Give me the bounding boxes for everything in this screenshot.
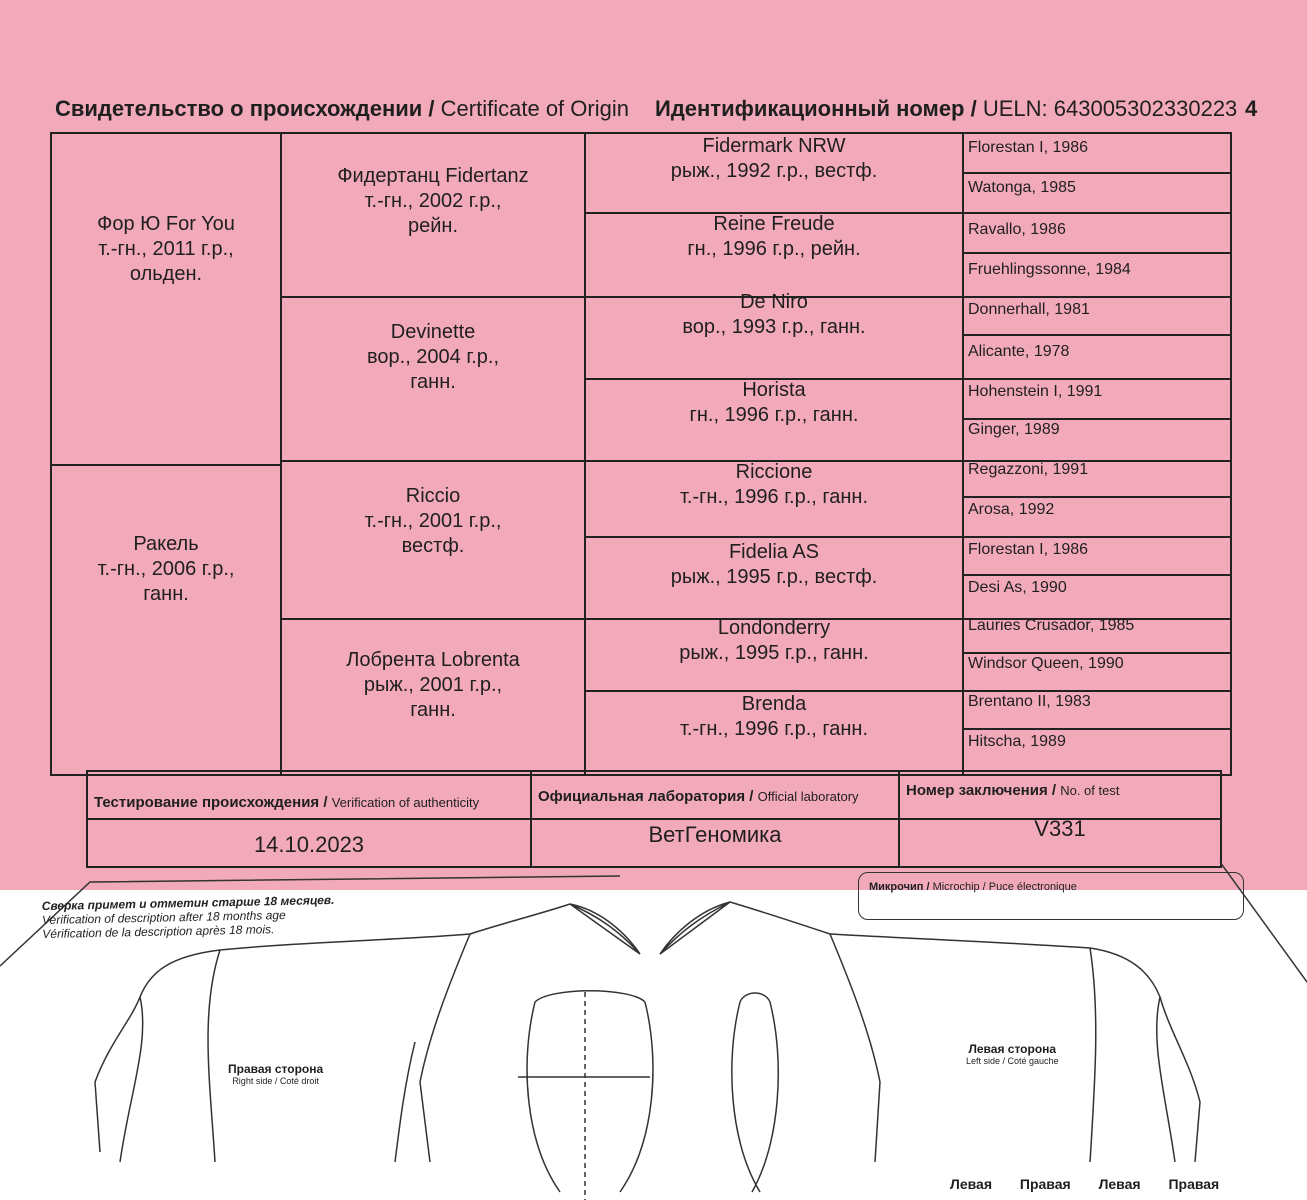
microchip-label-en: Microchip / Puce électronique (932, 881, 1077, 893)
certificate-header (55, 96, 1265, 126)
microchip-box (858, 872, 1244, 920)
horse-name: Brenda (741, 693, 807, 715)
horse-name: Reine Freude (713, 213, 835, 235)
pedigree-gen4-item: Regazzoni, 1991 (968, 461, 1089, 478)
notes-ru: Сверка примет и отметин старше 18 месяцев. (41, 892, 335, 914)
horse-breed: ганн. (143, 583, 189, 605)
test-number-header-en: No. of test (1060, 783, 1120, 798)
verification-header-ru: Тестирование происхождения / (94, 794, 328, 811)
horse-details: рыж., 2001 г.р., (363, 674, 503, 696)
left-side-label (966, 1042, 1059, 1066)
horse-breed: рейн. (407, 215, 459, 237)
horse-left-side (660, 902, 1200, 1162)
horse-details: т.-гн., 2002 г.р., (364, 190, 502, 212)
microchip-label-ru: Микрочип / (869, 881, 930, 893)
pedigree-gen2-item (282, 484, 584, 559)
pedigree-gen3-item (586, 134, 962, 184)
pedigree-gen4-item: Windsor Queen, 1990 (968, 655, 1124, 672)
horse-details: вор., 2004 г.р., (366, 346, 499, 368)
horse-name: Riccio (405, 485, 461, 507)
horse-name: Ракель (133, 533, 199, 555)
horse-name: Londonderry (717, 617, 831, 639)
ueln-en: UELN: 643005302330223 (982, 96, 1238, 121)
pedigree-gen4-item: Donnerhall, 1981 (968, 301, 1090, 318)
certificate-title (55, 96, 629, 122)
horse-name: Horista (742, 379, 806, 401)
pedigree-gen4-item: Florestan I, 1986 (968, 139, 1089, 156)
laboratory-name: ВетГеномика (648, 822, 782, 847)
horse-details: т.-гн., 1996 г.р., ганн. (679, 486, 869, 508)
pedigree-gen2-item (282, 648, 584, 723)
test-number-header-ru: Номер заключения / (906, 782, 1057, 799)
verification-header-en: Verification of authenticity (331, 795, 480, 810)
pedigree-sire (52, 212, 280, 287)
page-number: 4 (1245, 96, 1258, 121)
pedigree-gen3-item (586, 540, 962, 590)
verification-table (86, 770, 1222, 868)
horse-breed: вестф. (401, 535, 465, 557)
verification-date: 14.10.2023 (253, 832, 365, 857)
laboratory-header-ru: Официальная лаборатория / (538, 788, 754, 805)
leg-label: Правая (1019, 1176, 1071, 1192)
horse-details: гн., 1996 г.р., рейн. (687, 238, 861, 260)
pedigree-gen4-item: Desi As, 1990 (968, 579, 1067, 596)
description-verification-notes (42, 893, 336, 941)
horse-name: Devinette (390, 321, 476, 343)
horse-name: Fidermark NRW (702, 135, 846, 157)
title-en: Certificate of Origin (440, 96, 629, 121)
ueln-label (655, 96, 1237, 122)
pedigree-gen3-item (586, 692, 962, 742)
pedigree-gen4-item: Alicante, 1978 (968, 343, 1070, 360)
horse-name: De Niro (740, 291, 808, 313)
pedigree-gen4-item: Arosa, 1992 (968, 501, 1055, 518)
pedigree-gen3-item (586, 460, 962, 510)
pedigree-table (50, 132, 1232, 776)
pedigree-gen4-item: Lauries Crusador, 1985 (968, 617, 1135, 634)
horse-name: Riccione (735, 461, 813, 483)
pedigree-dam (52, 532, 280, 607)
horse-details: рыж., 1995 г.р., ганн. (679, 642, 869, 664)
horse-details: т.-гн., 2006 г.р., (97, 558, 235, 580)
pedigree-gen3-item (586, 378, 962, 428)
horse-right-side (95, 904, 640, 1162)
horse-details: т.-гн., 2011 г.р., (98, 238, 234, 260)
pedigree-gen4-item: Ginger, 1989 (968, 421, 1060, 438)
notes-en: Verification of description after 18 months age (41, 907, 286, 928)
ueln-ru: Идентификационный номер / (655, 96, 977, 121)
horse-breed: ольден. (129, 263, 203, 285)
leg-label: Правая (1168, 1176, 1220, 1192)
horse-name: Лобрента Lobrenta (346, 649, 520, 671)
horse-details: гн., 1996 г.р., ганн. (689, 404, 859, 426)
horse-name: Фидертанц Fidertanz (337, 165, 529, 187)
right-side-label-en: Right side / Coté droit (232, 1076, 319, 1086)
horse-name: Фор Ю For You (97, 213, 235, 235)
pedigree-gen3-item (586, 616, 962, 666)
leg-label: Левая (1098, 1176, 1141, 1192)
laboratory-header-en: Official laboratory (757, 789, 859, 804)
horse-details: вор., 1993 г.р., ганн. (682, 316, 866, 338)
right-side-label-ru: Правая сторона (228, 1062, 324, 1076)
horse-breed: ганн. (410, 371, 456, 393)
notes-fr: Vérification de la description après 18 mois. (42, 922, 275, 942)
pedigree-gen3-item (586, 290, 962, 340)
pedigree-gen4-item: Hitscha, 1989 (968, 733, 1066, 750)
left-side-label-en: Left side / Coté gauche (966, 1056, 1059, 1066)
pedigree-gen2-item (282, 164, 584, 239)
horse-details: рыж., 1992 г.р., вестф. (670, 160, 878, 182)
title-ru: Свидетельство о происхождении / (55, 96, 435, 121)
pedigree-gen4-item: Watonga, 1985 (968, 179, 1076, 196)
pedigree-gen4-item: Fruehlingssonne, 1984 (968, 261, 1131, 278)
verification-header (88, 772, 530, 818)
left-side-label-ru: Левая сторона (968, 1042, 1057, 1056)
horse-details: рыж., 1995 г.р., вестф. (670, 566, 878, 588)
pedigree-gen4-item: Hohenstein I, 1991 (968, 383, 1103, 400)
horse-details: т.-гн., 2001 г.р., (364, 510, 502, 532)
horse-name: Fidelia AS (728, 541, 820, 563)
pedigree-gen4-item: Brentano II, 1983 (968, 693, 1091, 710)
leg-labels (950, 1176, 1300, 1192)
microchip-label (869, 881, 1077, 893)
horse-breed: ганн. (410, 699, 456, 721)
horse-rear-view (732, 993, 778, 1192)
pedigree-gen3-item (586, 212, 962, 262)
pedigree-gen2-item (282, 320, 584, 395)
pedigree-gen4-item: Florestan I, 1986 (968, 541, 1089, 558)
horse-details: т.-гн., 1996 г.р., ганн. (679, 718, 869, 740)
right-side-label (228, 1062, 323, 1086)
pedigree-gen4-item: Ravallo, 1986 (968, 221, 1066, 238)
leg-label: Левая (950, 1176, 992, 1192)
test-number: V331 (1034, 816, 1086, 841)
